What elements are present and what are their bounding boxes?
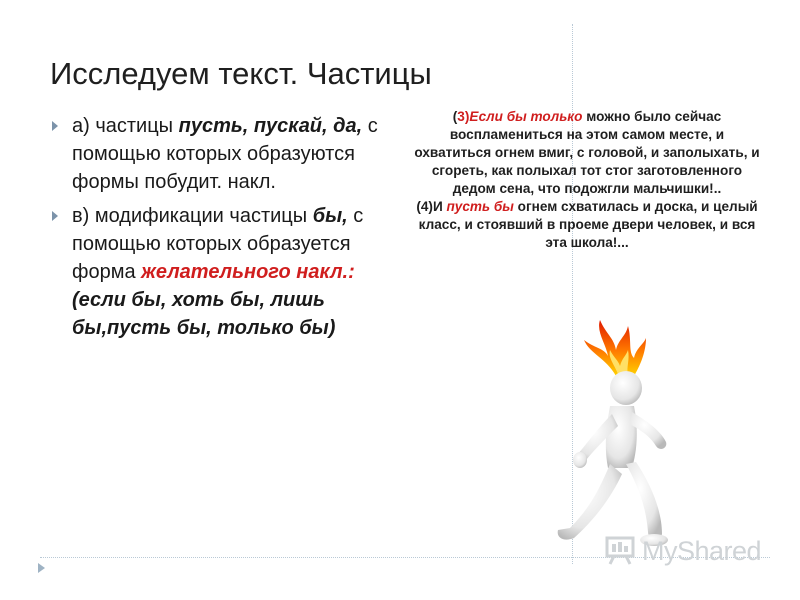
quote-open-paren: ( [452,109,458,124]
bullet-arrow-icon [52,121,58,131]
quote-number-3: 3) [457,109,470,124]
slide-title: Исследуем текст. Частицы [50,56,432,91]
bullet-item-a [50,112,390,196]
bullet-a-rest: с помощью которых образуются формы побудит. накл. [72,115,378,193]
quote-text-1: можно было сейчас воспламениться на этом самом месте, и охватиться огнем вмиг, с головой, и заполыхать, и сгореть, как полыхал тот стог заготовленного дедом сена, что подожгли мальчишки!.. [414,109,760,196]
watermark-text: MyShared [642,536,762,566]
presentation-board-icon [604,532,638,566]
bullet-arrow-icon [52,211,58,221]
bullet-b-examples: (если бы, хоть бы, лишь бы,пусть бы, только бы) [72,289,336,339]
bullet-list [50,112,390,348]
bullet-item-b [50,202,390,342]
quote-highlight-2: пусть бы [446,199,514,214]
quote-sentence-4 [412,198,762,252]
watermark-logo [608,536,761,567]
quote-text-2a: (4)И [416,199,447,214]
quote-sentence-3 [412,108,762,198]
corner-arrow-icon [38,563,45,573]
bullet-b-mood: желательного накл.: [141,261,355,283]
fire-flame-icon [584,320,646,376]
bullet-b-particle: бы, [312,205,348,227]
bullet-b-prefix: в) модификации частицы [72,205,313,227]
quote-highlight-1: Если бы только [469,109,583,124]
bullet-b-mid: с помощью которых образуется форма [72,205,364,283]
quote-text-2b: огнем схватилась и доска, и целый класс, и стоявший в проеме двери человек, и вся эта школа!... [418,199,758,250]
bullet-a-particles: пусть, пускай, да, [178,115,363,137]
quote-text-block [412,108,762,252]
bullet-a-prefix: а) частицы [72,115,179,137]
running-figure-illustration [548,318,688,550]
